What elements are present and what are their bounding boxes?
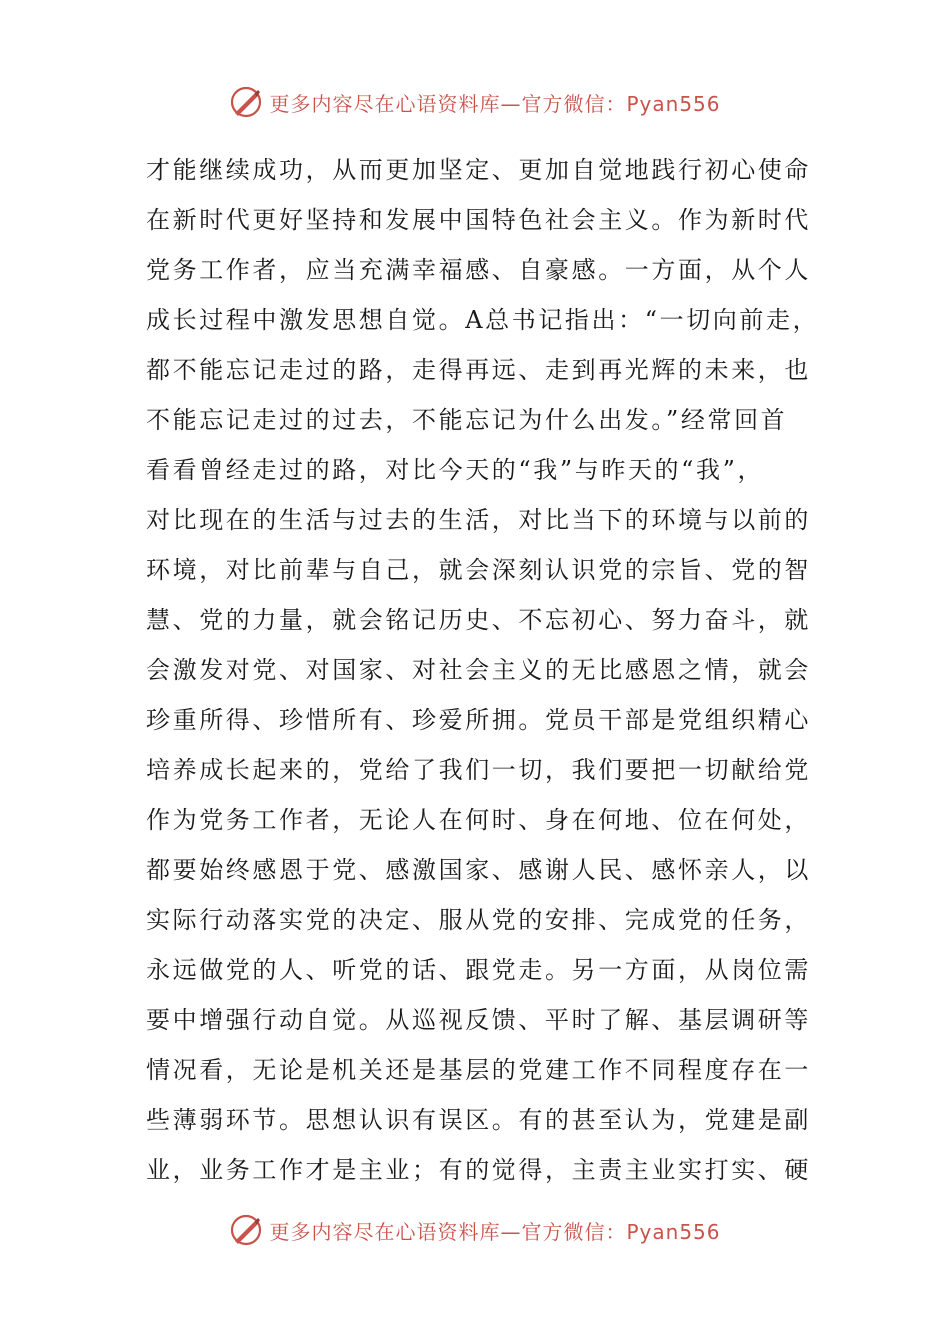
footer-site-text: 更多内容尽在心语资料库 xyxy=(269,1219,501,1244)
text-line: 培养成长起来的，党给了我们一切，我们要把一切献给党 xyxy=(146,756,811,784)
document-body xyxy=(146,145,820,1195)
text-line: 业，业务工作才是主业；有的觉得，主责主业实打实、硬 xyxy=(146,1156,811,1184)
footer-separator: — xyxy=(500,1219,522,1244)
pen-circle-logo-icon xyxy=(229,85,263,119)
text-line: 慧、党的力量，就会铭记历史、不忘初心、努力奋斗，就 xyxy=(146,606,811,634)
footer-banner xyxy=(0,1210,950,1250)
text-line: 不能忘记走过的过去，不能忘记为什么出发。”经常回首 xyxy=(146,406,788,434)
text-line: 实际行动落实党的决定、服从党的安排、完成党的任务， xyxy=(146,906,811,934)
text-line: 情况看，无论是机关还是基层的党建工作不同程度存在一 xyxy=(146,1056,811,1084)
text-line: 在新时代更好坚持和发展中国特色社会主义。作为新时代 xyxy=(146,206,811,234)
text-line: 些薄弱环节。思想认识有误区。有的甚至认为，党建是副 xyxy=(146,1106,811,1134)
header-separator: — xyxy=(500,91,522,116)
text-line: 会激发对党、对国家、对社会主义的无比感恩之情，就会 xyxy=(146,656,811,684)
header-official-label: 官方微信： xyxy=(521,91,627,116)
footer-banner-text xyxy=(269,1216,720,1245)
text-line: 环境，对比前辈与自己，就会深刻认识党的宗旨、党的智 xyxy=(146,556,811,584)
text-line: 作为党务工作者，无论人在何时、身在何地、位在何处， xyxy=(146,806,811,834)
header-wechat-id: Pyan556 xyxy=(626,91,721,116)
text-line: 都不能忘记走过的路，走得再远、走到再光辉的未来，也 xyxy=(146,356,811,384)
header-banner xyxy=(0,82,950,122)
text-line: 才能继续成功，从而更加坚定、更加自觉地践行初心使命 xyxy=(146,156,811,184)
footer-official-label: 官方微信： xyxy=(521,1219,627,1244)
header-site-text: 更多内容尽在心语资料库 xyxy=(269,91,501,116)
header-banner-text xyxy=(269,88,720,117)
text-line: 永远做党的人、听党的话、跟党走。另一方面，从岗位需 xyxy=(146,956,811,984)
text-line: 要中增强行动自觉。从巡视反馈、平时了解、基层调研等 xyxy=(146,1006,811,1034)
text-line: 都要始终感恩于党、感激国家、感谢人民、感怀亲人，以 xyxy=(146,856,811,884)
text-line: 看看曾经走过的路，对比今天的“我”与昨天的“我”， xyxy=(146,456,765,484)
pen-circle-logo-icon xyxy=(229,1213,263,1247)
text-line: 党务工作者，应当充满幸福感、自豪感。一方面，从个人 xyxy=(146,256,811,284)
text-line: 对比现在的生活与过去的生活，对比当下的环境与以前的 xyxy=(146,506,811,534)
footer-wechat-id: Pyan556 xyxy=(626,1219,721,1244)
text-line: 成长过程中激发思想自觉。A总书记指出：“一切向前走， xyxy=(146,306,820,334)
text-line: 珍重所得、珍惜所有、珍爱所拥。党员干部是党组织精心 xyxy=(146,706,811,734)
